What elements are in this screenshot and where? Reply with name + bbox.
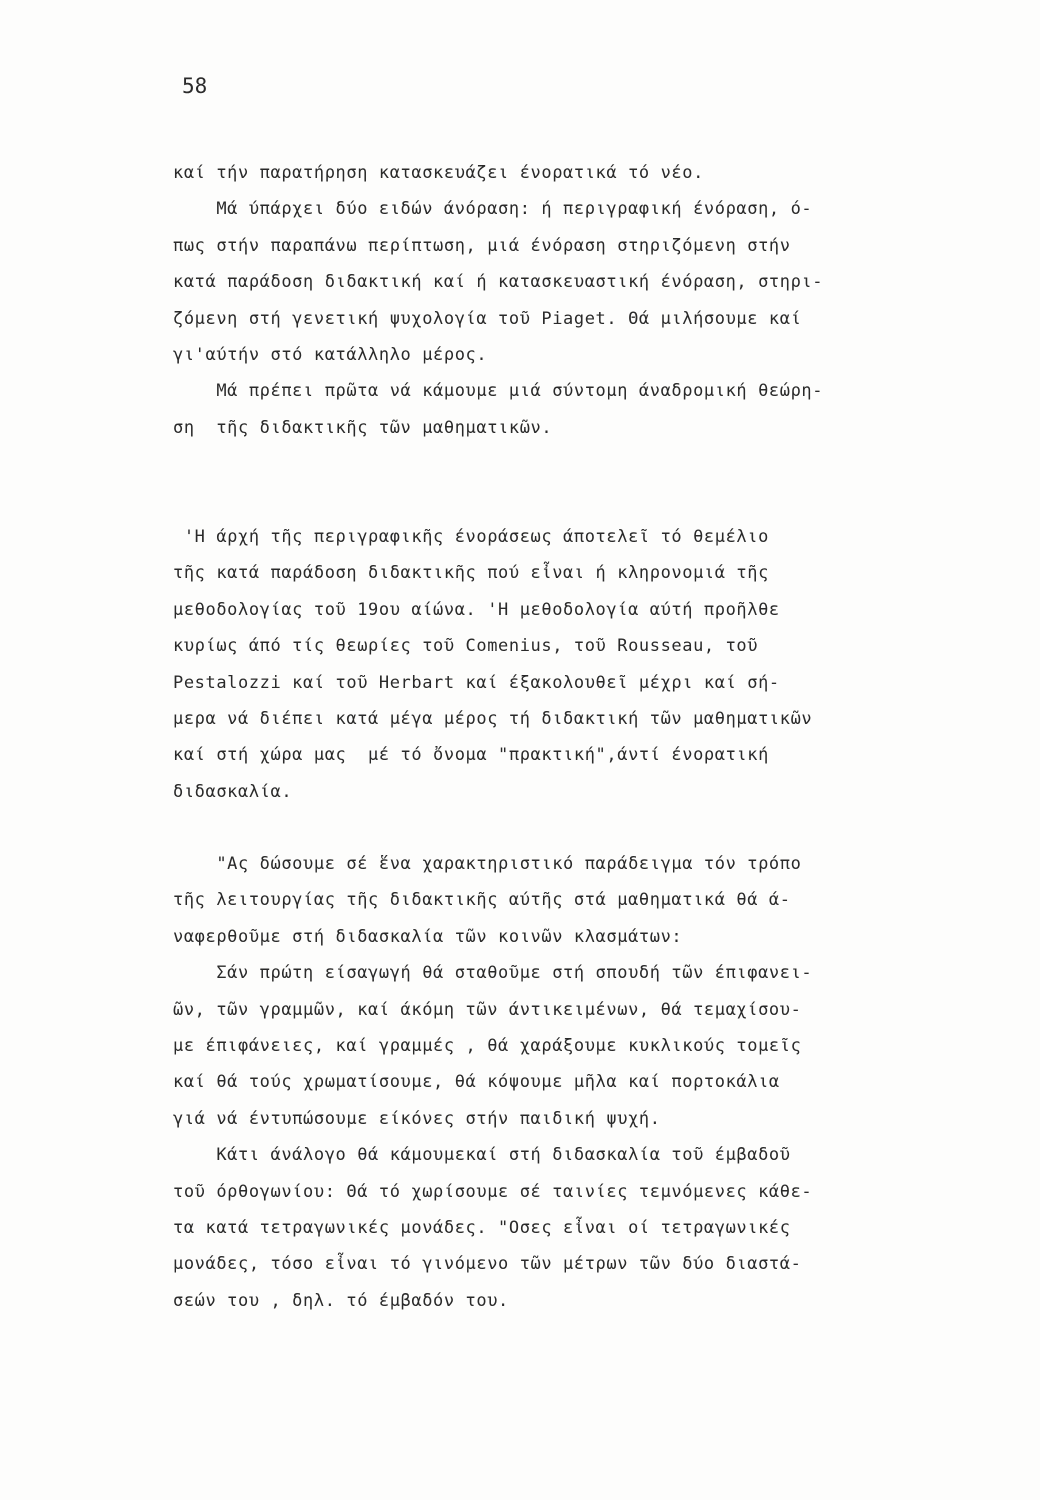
text-line: 'Η άρχή τῆς περιγραφικῆς ένοράσεως άποτελεῖ τό θεμέλιο [173, 527, 769, 547]
text-line: τῆς λειτουργίας τῆς διδακτικῆς αύτῆς στά μαθηματικά θά ά- [173, 890, 791, 911]
text-line: κυρίως άπό τίς θεωρίες τοῦ Comenius, τοῦ Rousseau, τοῦ [173, 636, 759, 657]
text-line: γι'αύτήν στό κατάλληλο μέρος. [173, 344, 488, 365]
text-line: ναφερθοῦμε στή διδασκαλία τῶν κοινῶν κλασμάτων: [173, 926, 683, 947]
text-line: τα κατά τετραγωνικές μονάδες. "Οσες εἶναι οί τετραγωνικές [173, 1217, 791, 1238]
text-line: σεών του , δηλ. τό έμβαδόν του. [173, 1290, 509, 1311]
paragraph-block-2 [173, 519, 1003, 810]
text-line: κατά παράδοση διδακτική καί ή κατασκευαστική ένόραση, στηρι- [173, 272, 824, 293]
paragraph-block-3 [173, 846, 1003, 1319]
text-line: μεθοδολογίας τοῦ 19ου αίώνα. 'Η μεθοδολογία αύτή προῆλθε [173, 599, 780, 620]
text-line: Μά ύπάρχει δύο ειδών άνόραση: ή περιγραφική ένόραση, ό- [173, 199, 813, 220]
text-line: με έπιφάνειες, καί γραμμές , θά χαράξουμε κυκλικούς τομεῖς [173, 1035, 802, 1056]
text-line: "Ας δώσουμε σέ ἕνα χαρακτηριστικό παράδειγμα τόν τρόπο [173, 854, 802, 874]
text-line: καί τήν παρατήρηση κατασκευάζει ένορατικά τό νέο. [173, 163, 704, 183]
text-line: διδασκαλία. [173, 781, 293, 802]
text-line: τῆς κατά παράδοση διδακτικῆς πού εἶναι ή κληρονομιά τῆς [173, 563, 769, 584]
text-line: γιά νά έντυπώσουμε είκόνες στήν παιδική ψυχή. [173, 1108, 661, 1129]
page-number: 58 [182, 74, 208, 98]
paragraph-block-1 [173, 155, 1003, 446]
text-line: Pestalozzi καί τοῦ Herbart καί έξακολουθεῖ μέχρι καί σή- [173, 672, 780, 693]
text-line: ση τῆς διδακτικῆς τῶν μαθηματικῶν. [173, 417, 553, 438]
text-line: μερα νά διέπει κατά μέγα μέρος τή διδακτική τῶν μαθηματικῶν [173, 708, 813, 729]
text-line: ζόμενη στή γενετική ψυχολογία τοῦ Piaget. Θά μιλήσουμε καί [173, 308, 802, 329]
text-line: καί θά τούς χρωματίσουμε, θά κόψουμε μῆλα καί πορτοκάλια [173, 1072, 780, 1093]
text-line: πως στήν παραπάνω περίπτωση, μιά ένόραση στηριζόμενη στήν [173, 235, 791, 256]
text-line: Κάτι άνάλογο θά κάμουμεκαί στή διδασκαλία τοῦ έμβαδοῦ [173, 1145, 791, 1166]
text-line: Σάν πρώτη είσαγωγή θά σταθοῦμε στή σπουδή τῶν έπιφανει- [173, 963, 813, 984]
text-line: καί στή χώρα μας μέ τό ὄνομα "πρακτική",άντί ένορατική [173, 745, 769, 766]
text-line: Μά πρέπει πρῶτα νά κάμουμε μιά σύντομη άναδρομική θεώρη- [173, 381, 824, 402]
text-line: τοῦ όρθογωνίου: Θά τό χωρίσουμε σέ ταινίες τεμνόμενες κάθε- [173, 1181, 813, 1202]
text-line: ῶν, τῶν γραμμῶν, καί άκόμη τῶν άντικειμένων, θά τεμαχίσου- [173, 999, 802, 1020]
text-line: μονάδες, τόσο εἶναι τό γινόμενο τῶν μέτρων τῶν δύο διαστά- [173, 1254, 802, 1275]
